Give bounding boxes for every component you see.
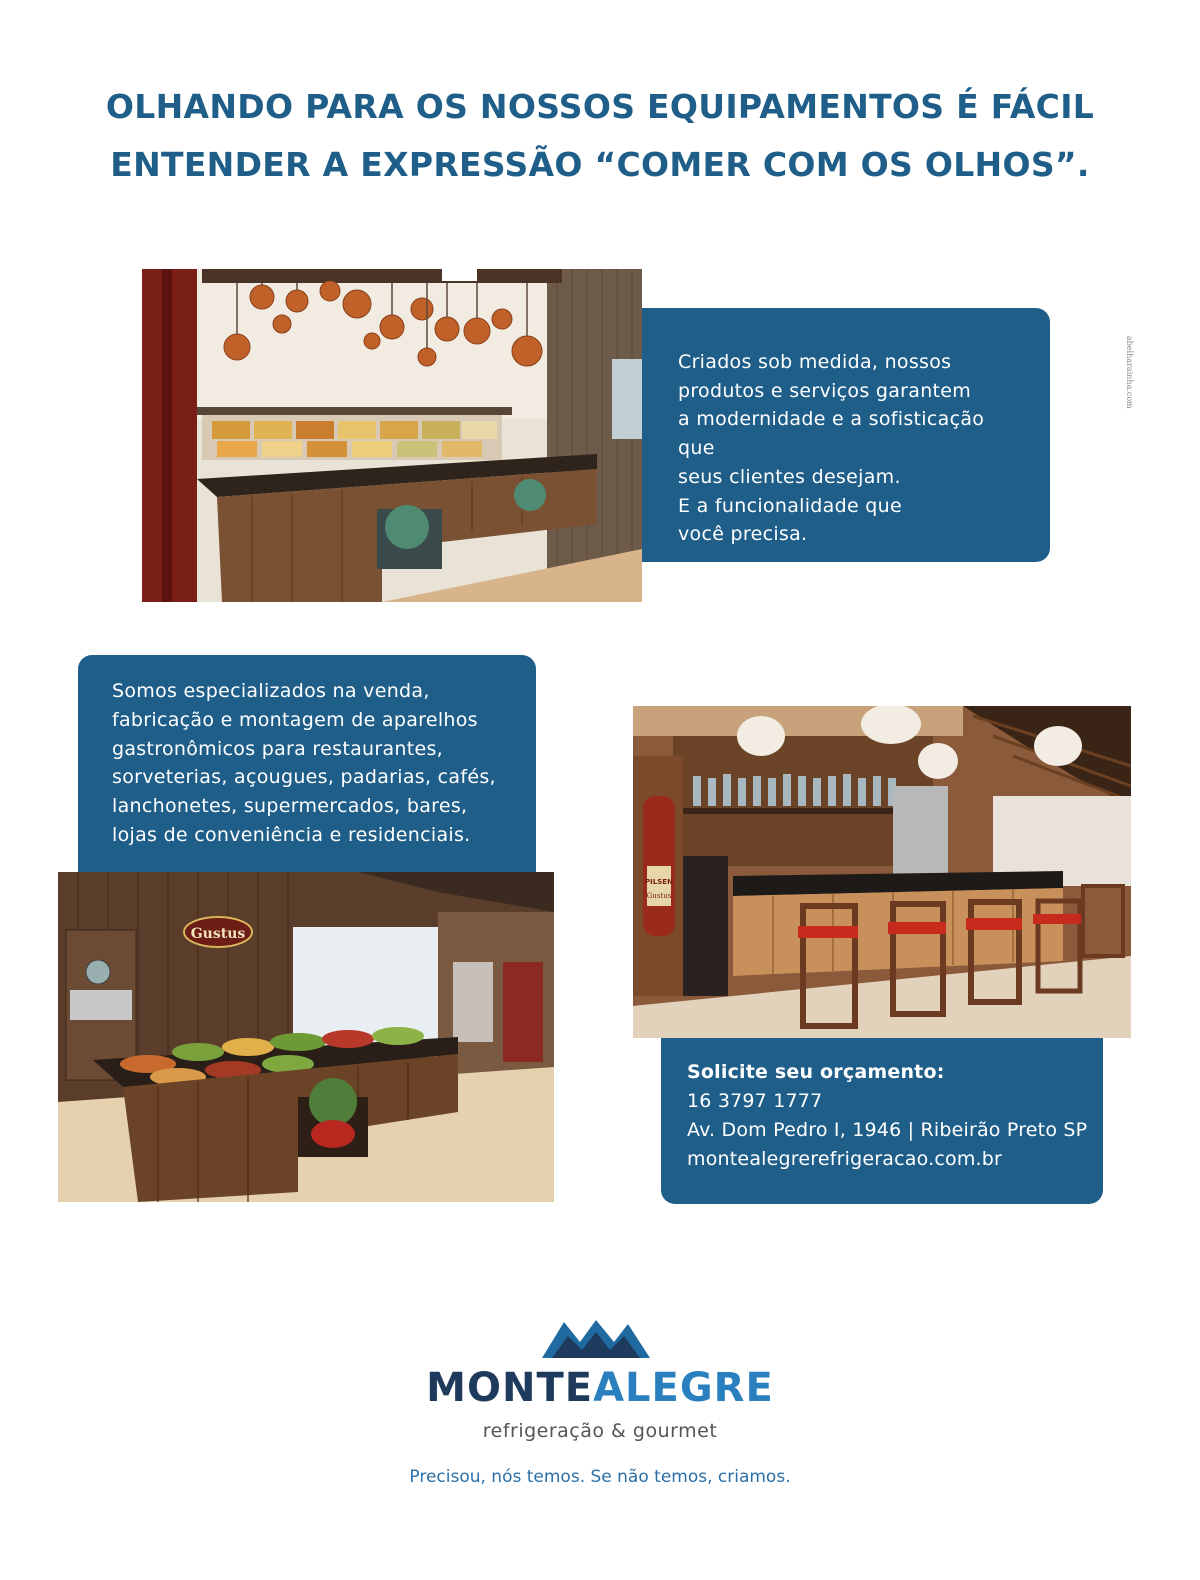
mountain-logo-icon [542, 1318, 650, 1358]
contact-website-link[interactable]: montealegrerefrigeracao.com.br [687, 1148, 1003, 1170]
box1-line: você precisa. [678, 523, 808, 546]
box1-line: E a funcionalidade que [678, 494, 902, 517]
box1-line: Criados sob medida, nossos [678, 351, 952, 373]
contact-box [661, 1010, 1103, 1204]
box2-line: sorveterias, açougues, padarias, cafés, [112, 766, 496, 789]
beer-type-text: PILSEN [645, 878, 673, 886]
headline-line-1: OLHANDO PARA OS NOSSOS EQUIPAMENTOS É FÁCIL [105, 87, 1095, 126]
box2-line: fabricação e montagem de aparelhos [112, 708, 478, 731]
headline-line-2: ENTENDER A EXPRESSÃO “COMER COM OS OLHOS”. [110, 145, 1090, 184]
box2-line: lojas de conveniência e residenciais. [112, 823, 471, 846]
brand-part-1: MONTE [426, 1365, 594, 1411]
brand-part-2: ALEGRE [593, 1365, 774, 1411]
contact-heading: Solicite seu orçamento: [687, 1061, 945, 1083]
info-box-custom-made [600, 308, 1050, 562]
photo-credit [1122, 336, 1136, 409]
box2-line: Somos especializados na venda, [112, 680, 430, 702]
photo-credit-text: abelharainha.com [1125, 336, 1134, 409]
box1-line: produtos e serviços garantem [678, 379, 972, 402]
box2-line: gastronômicos para restaurantes, [112, 737, 444, 760]
box1-line: seus clientes desejam. [678, 465, 901, 488]
brand-subtitle: refrigeração & gourmet [482, 1420, 718, 1442]
photo-salad-bar [58, 872, 554, 1202]
photo-bar-counter [633, 706, 1131, 1038]
photo-buffet-copper-pans [142, 269, 642, 602]
box2-line: lanchonetes, supermercados, bares, [112, 795, 468, 818]
info-box-specialized [78, 655, 536, 905]
headline [0, 78, 1200, 194]
brand-wordmark [0, 1365, 1200, 1411]
contact-phone[interactable]: 16 3797 1777 [687, 1090, 823, 1112]
gustus-sign-text: Gustus [190, 926, 246, 942]
contact-address: Av. Dom Pedro I, 1946 | Ribeirão Preto SP [687, 1119, 1088, 1141]
beer-brand-text: Gustus [646, 892, 672, 900]
box1-line: a modernidade e a sofisticação que [678, 408, 985, 460]
brand-tagline: Precisou, nós temos. Se não temos, criamos. [409, 1467, 791, 1487]
